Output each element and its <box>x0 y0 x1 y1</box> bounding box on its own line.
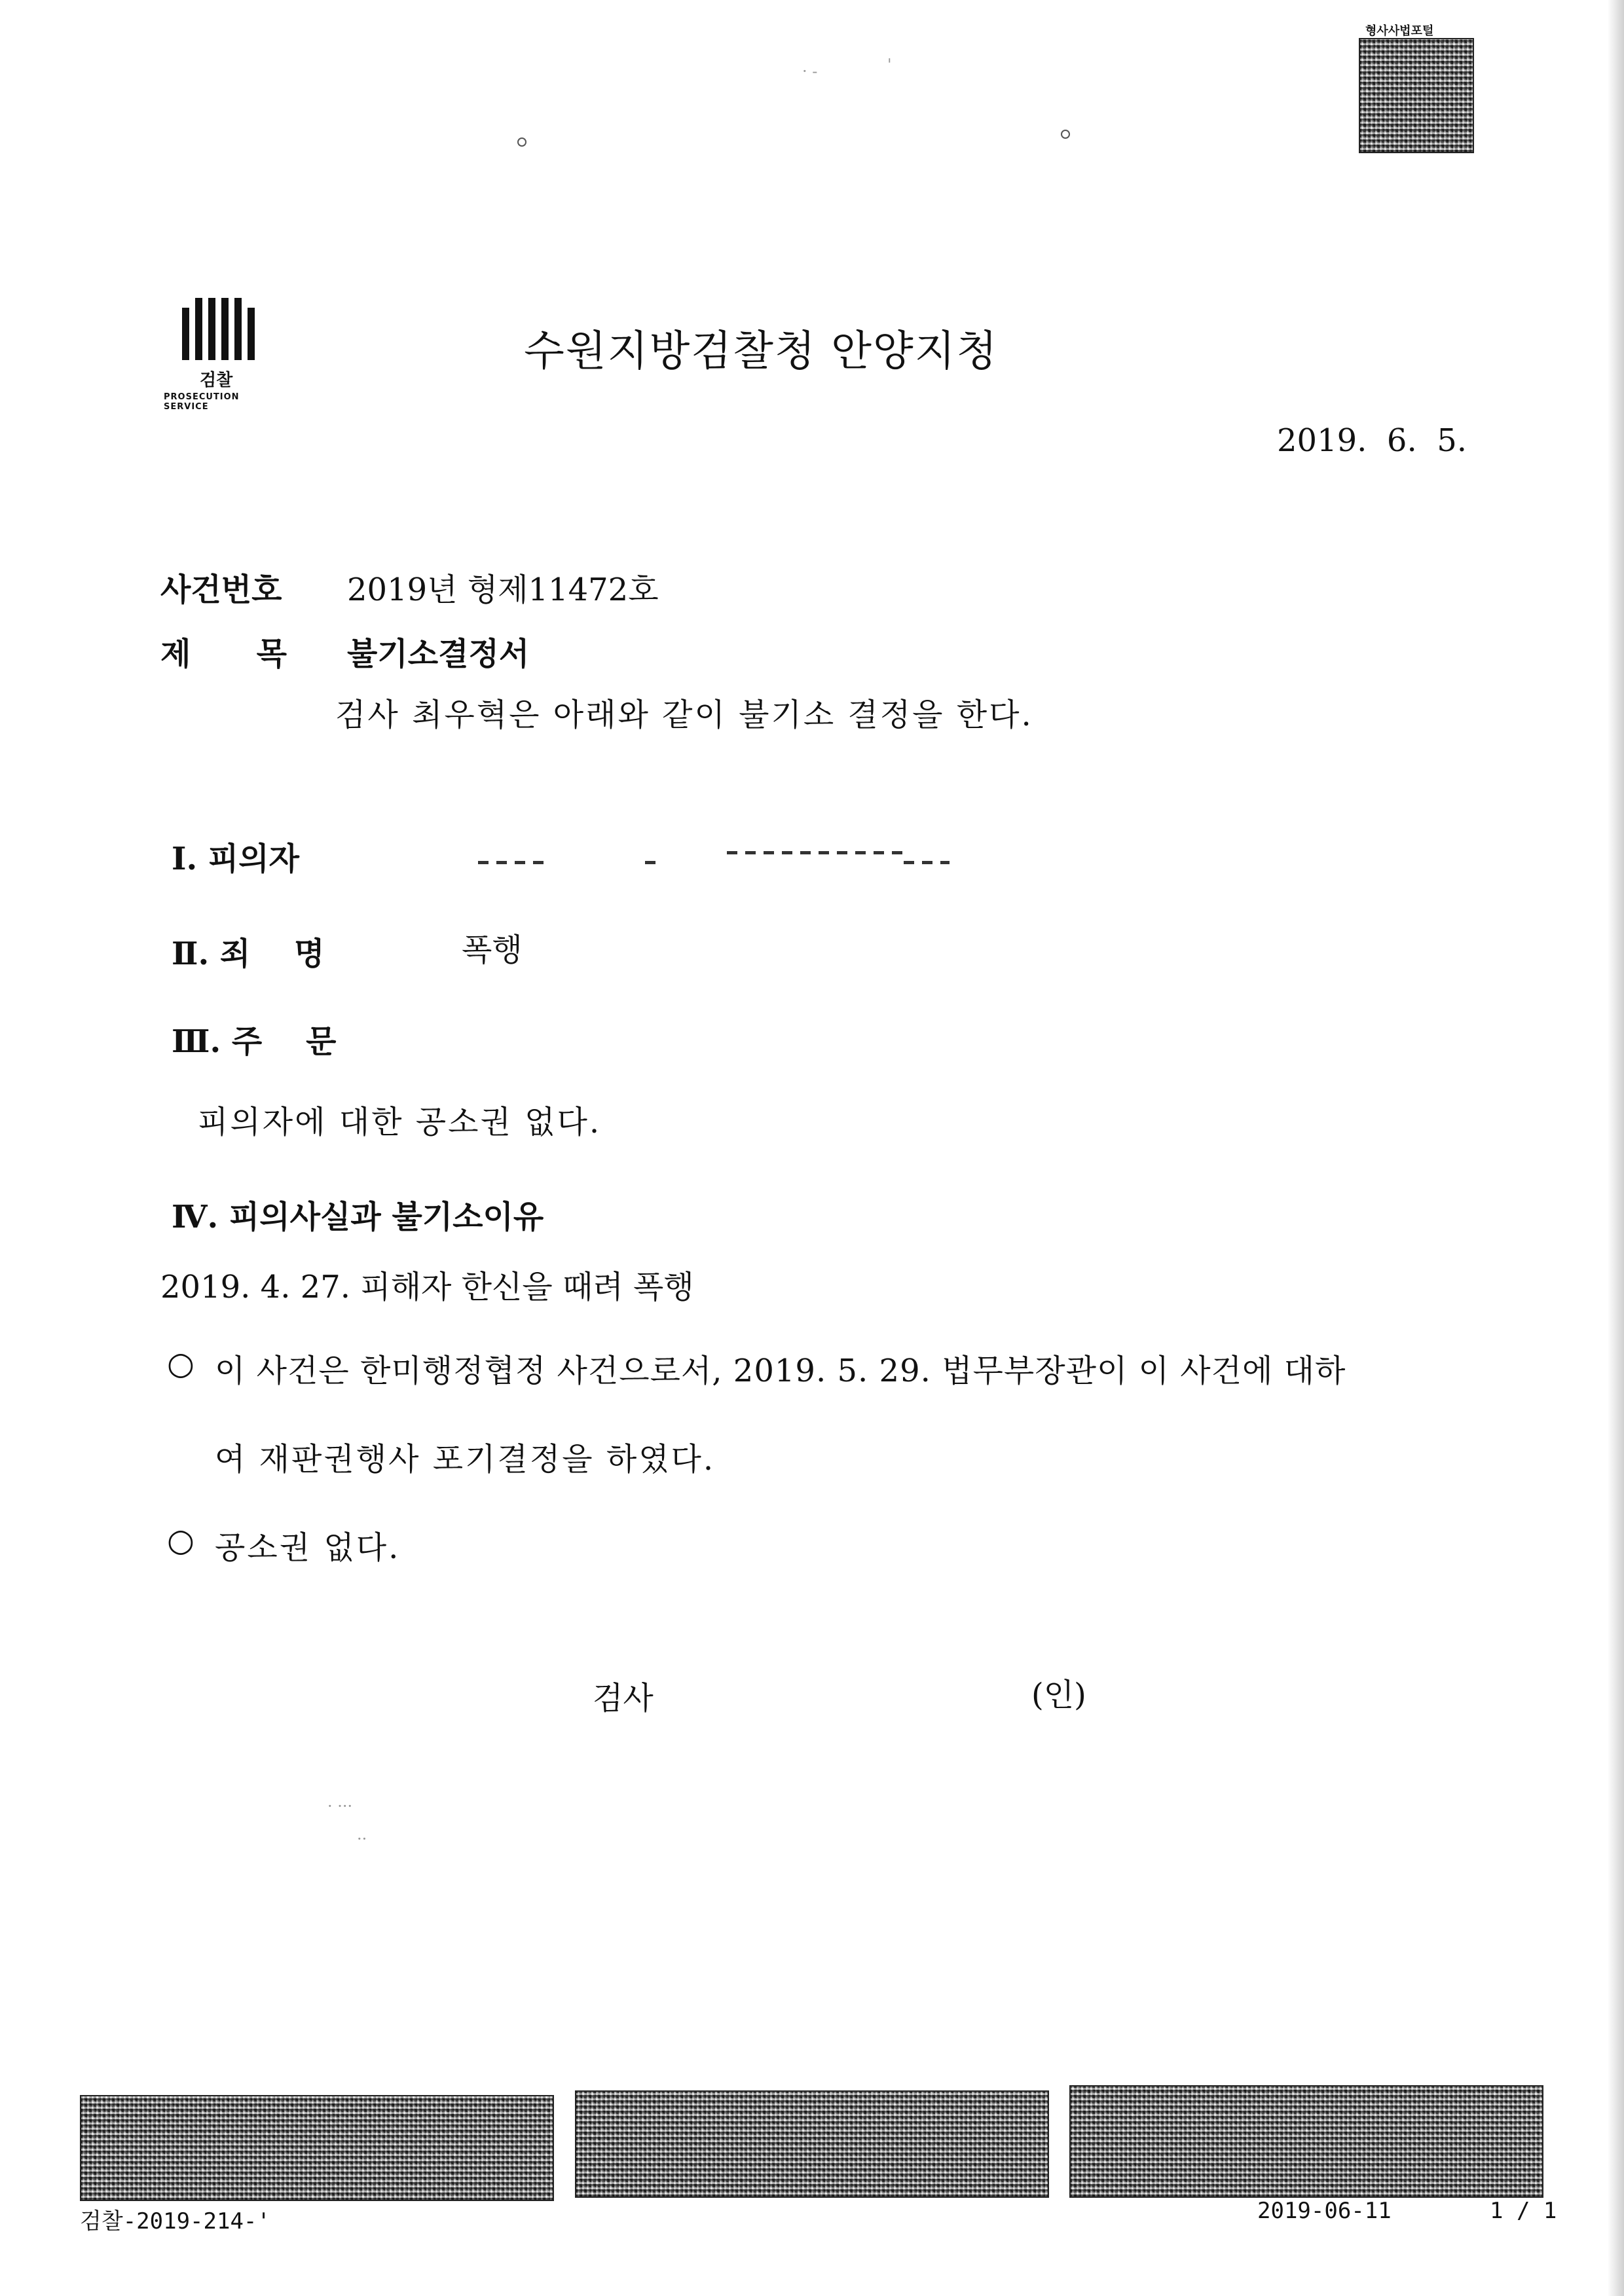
portal-qr-code <box>1359 38 1474 153</box>
bullet-symbol: ○ <box>167 1522 194 1559</box>
footer-doc-id: 검찰-2019-214-' <box>80 2208 270 2234</box>
footer-page-number: 1 / 1 <box>1490 2198 1557 2224</box>
scan-speck: · - <box>802 62 818 81</box>
intro-text: 검사 최우혁은 아래와 같이 불기소 결정을 한다. <box>335 697 1033 733</box>
document-date: 2019. 6. 5. <box>1277 422 1467 459</box>
facts-line: 2019. 4. 27. 피해자 한신을 때려 폭행 <box>160 1269 694 1305</box>
bullet1-line1: 이 사건은 한미행정협정 사건으로서, 2019. 5. 29. 법무부장관이 이 사건에 대하 <box>215 1353 1346 1389</box>
title-label: 제 목 <box>160 636 287 672</box>
bullet2-text: 공소권 없다. <box>215 1529 401 1566</box>
scan-dot <box>517 137 526 147</box>
facts-label: Ⅳ. 피의사실과 불기소이유 <box>172 1199 544 1235</box>
charge-label: Ⅱ. 죄 명 <box>172 936 325 972</box>
redacted-mark <box>904 861 950 864</box>
redacted-mark <box>645 861 658 864</box>
signature-role: 검사 <box>593 1680 654 1717</box>
charge-value: 폭행 <box>462 932 523 968</box>
scan-speck: ·· <box>357 1830 367 1848</box>
logo-bars-icon <box>182 298 282 360</box>
scan-edge-shadow <box>1608 0 1624 2296</box>
case-number-value: 2019년 형제11472호 <box>347 572 659 608</box>
logo-english: PROSECUTION SERVICE <box>164 392 240 412</box>
order-text: 피의자에 대한 공소권 없다. <box>198 1104 602 1140</box>
agency-title: 수원지방검찰청 안양지청 <box>524 327 999 376</box>
footer-barcode-3 <box>1069 2085 1543 2198</box>
bullet1-line2: 여 재판권행사 포기결정을 하였다. <box>215 1441 716 1478</box>
bullet-symbol: ○ <box>167 1345 194 1382</box>
prosecution-logo <box>164 298 282 412</box>
case-number-label: 사건번호 <box>160 572 282 608</box>
footer-print-date: 2019-06-11 <box>1257 2198 1392 2224</box>
footer-barcode-2 <box>575 2090 1049 2198</box>
title-value: 불기소결정서 <box>347 636 530 672</box>
scan-speck: ' <box>887 56 892 74</box>
order-label: Ⅲ. 주 문 <box>172 1023 337 1060</box>
portal-label: 형사사법포털 <box>1365 24 1434 38</box>
suspect-label: Ⅰ. 피의자 <box>172 841 299 877</box>
signature-seal: (인) <box>1031 1677 1086 1713</box>
footer-barcode-1 <box>80 2095 554 2201</box>
redacted-suspect-id <box>727 851 910 854</box>
scan-dot <box>1061 130 1070 139</box>
redacted-suspect-name <box>478 861 550 864</box>
scan-speck: · ··· <box>327 1797 353 1815</box>
logo-korean: 검찰 <box>200 371 233 390</box>
